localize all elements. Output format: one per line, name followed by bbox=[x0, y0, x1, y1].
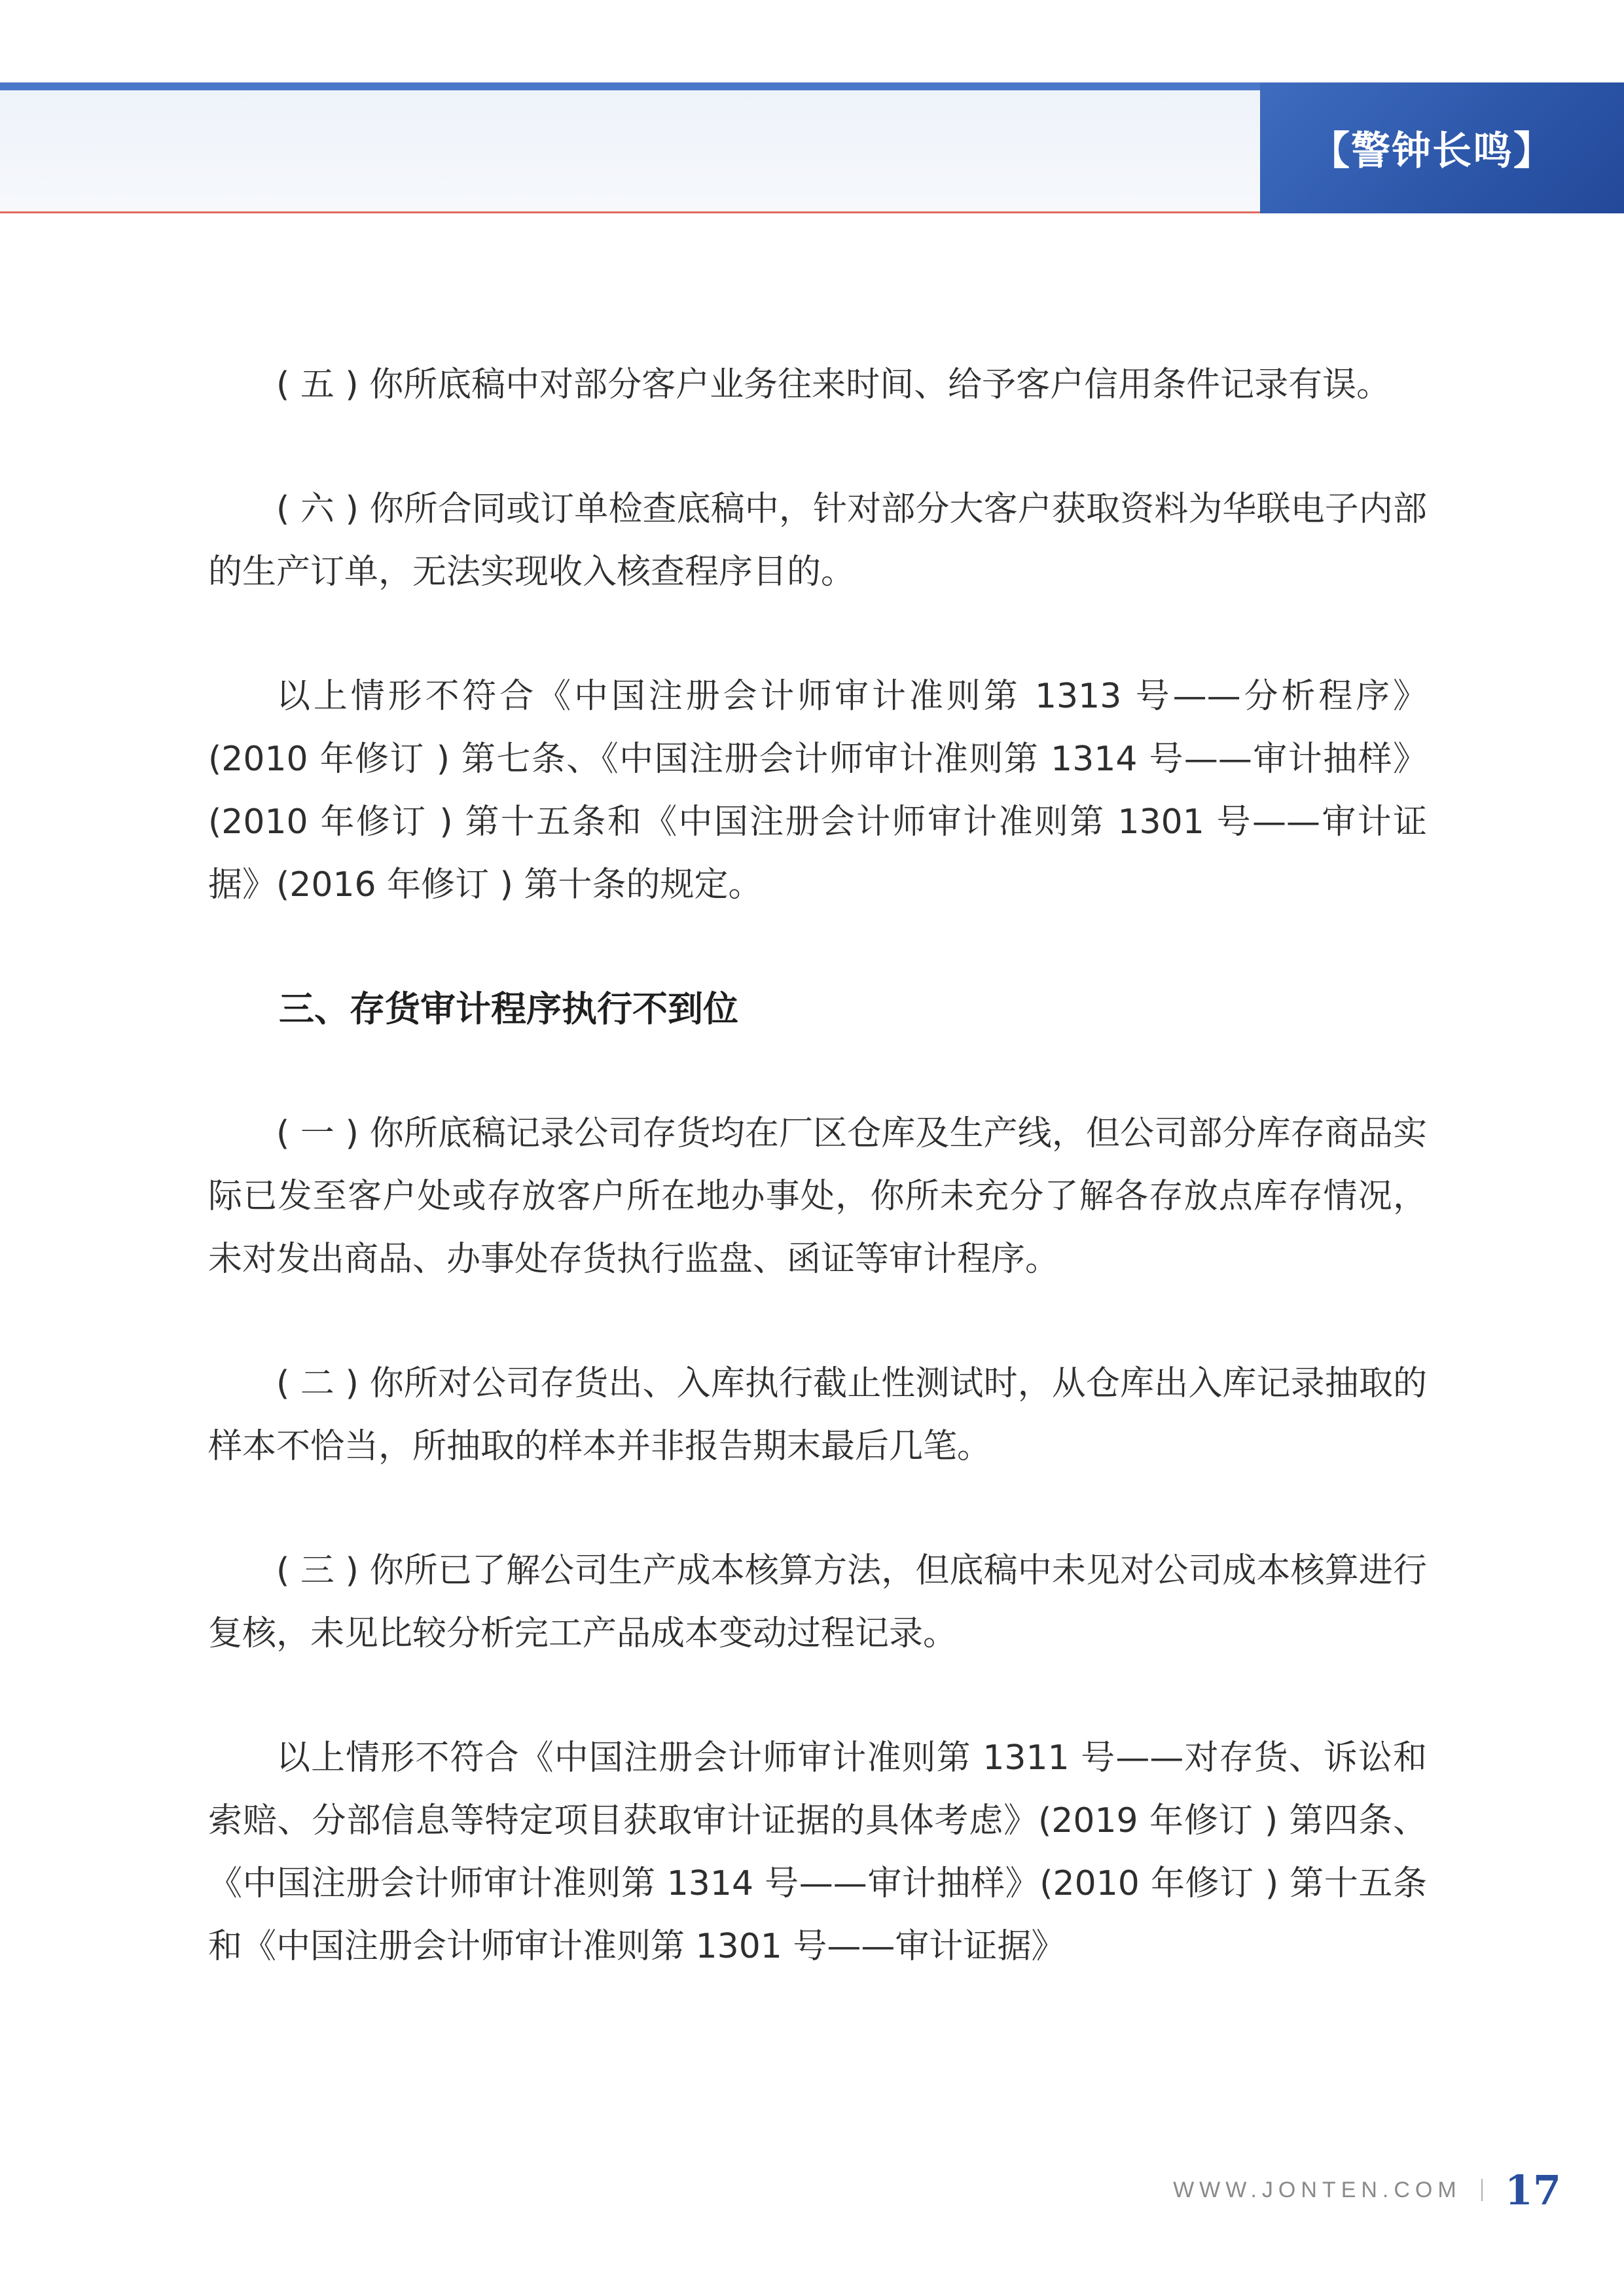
paragraph-item-1: ( 一 ) 你所底稿记录公司存货均在厂区仓库及生产线，但公司部分库存商品实际已发至客户处或存放客户所在地办事处，你所未充分了解各存放点库存情况，未对发出商品、办事处存货执行监盘、函证等审计程序。 bbox=[208, 1114, 1427, 1279]
article-body bbox=[208, 353, 1427, 2039]
paragraph-item-6: ( 六 ) 你所合同或订单检查底稿中，针对部分大客户获取资料为华联电子内部的生产订单，无法实现收入核查程序目的。 bbox=[208, 490, 1427, 592]
footer-divider bbox=[1481, 2179, 1483, 2201]
section-tag-label: 【警钟长鸣】 bbox=[1310, 128, 1554, 174]
paragraph-item-3: ( 三 ) 你所已了解公司生产成本核算方法，但底稿中未见对公司成本核算进行复核，未见比较分析完工产品成本变动过程记录。 bbox=[208, 1551, 1427, 1653]
page-footer bbox=[1173, 2157, 1561, 2223]
header-band bbox=[0, 82, 1260, 213]
paragraph-item-2: ( 二 ) 你所对公司存货出、入库执行截止性测试时，从仓库出入库记录抽取的样本不恰当，所抽取的样本并非报告期末最后几笔。 bbox=[208, 1364, 1427, 1466]
page-number: 17 bbox=[1504, 2166, 1561, 2214]
paragraph-conclusion-1: 以上情形不符合《中国注册会计师审计准则第 1313 号——分析程序》(2010 年修订 ) 第七条、《中国注册会计师审计准则第 1314 号——审计抽样》(2010 年修订 ) 第十五条和《中国注册会计师审计准则第 1301 号——审计证据》(2016 年修订 ) 第十条的规定。 bbox=[208, 677, 1427, 905]
section-heading: 三、存货审计程序执行不到位 bbox=[279, 988, 738, 1030]
paragraph-conclusion-2: 以上情形不符合《中国注册会计师审计准则第 1311 号——对存货、诉讼和索赔、分部信息等特定项目获取审计证据的具体考虑》(2019 年修订 ) 第四条、《中国注册会计师审计准则第 1314 号——审计抽样》(2010 年修订 ) 第十五条和《中国注册会计师审计准则第 1301 号——审计证据》 bbox=[208, 1738, 1427, 1966]
website-link[interactable]: WWW.JONTEN.COM bbox=[1173, 2177, 1462, 2202]
paragraph-item-5: ( 五 ) 你所底稿中对部分客户业务往来时间、给予客户信用条件记录有误。 bbox=[276, 365, 1391, 404]
section-tag bbox=[1260, 82, 1624, 213]
